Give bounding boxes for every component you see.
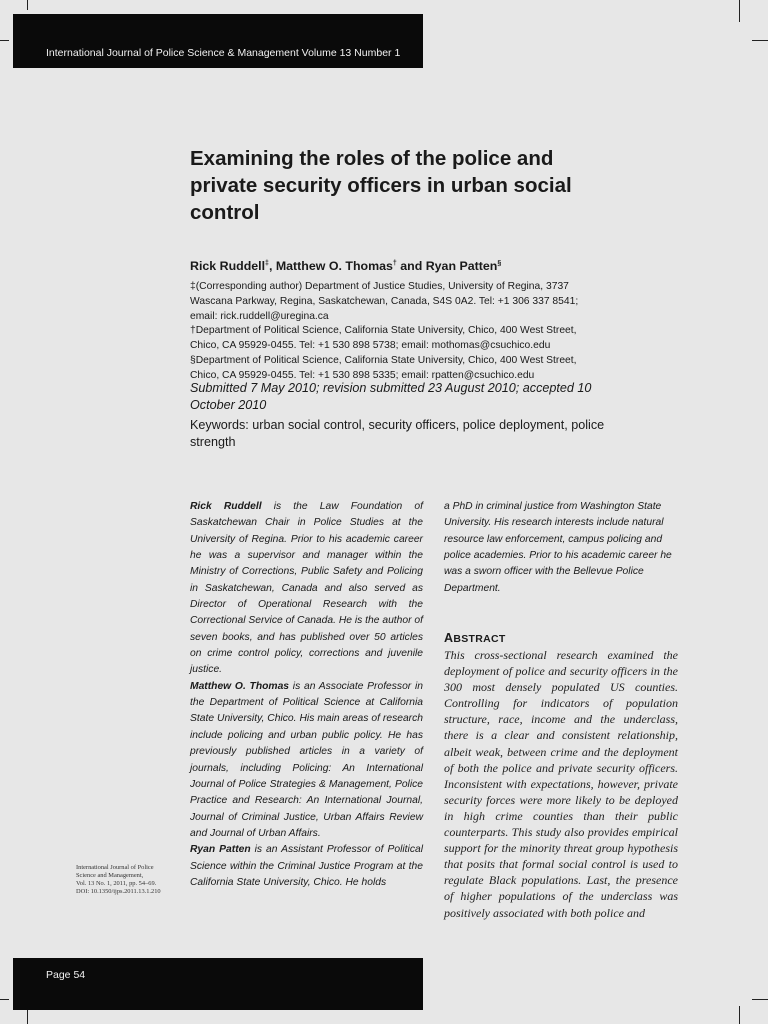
abstract-heading <box>444 631 506 645</box>
crop-mark <box>739 1006 740 1024</box>
author-mark: ‡ <box>265 259 269 267</box>
bio-paragraph <box>190 842 423 891</box>
author-name: Rick Ruddell <box>190 259 266 273</box>
crop-mark <box>739 0 740 22</box>
affiliation-line: email: rick.ruddell@uregina.ca <box>190 310 329 322</box>
bio-paragraph <box>190 679 423 842</box>
citation-note <box>76 864 188 896</box>
affiliation-line: Chico, CA 95929-0455. Tel: +1 530 898 5738; email: mothomas@csuchico.edu <box>190 340 551 352</box>
citation-line: International Journal of Police <box>76 864 154 871</box>
bio-name: Rick Ruddell <box>190 501 262 512</box>
author-line <box>190 259 501 273</box>
article-title: Examining the roles of the police and private security officers in urban social control <box>190 147 572 224</box>
bio-paragraph <box>190 499 423 679</box>
bio-text: is the Law Foundation of Saskatchewan Chair in Police Studies at the University of Regina. Prior to his academic career he was a supervisor and manager within the Ministry of Corrections, Public Safety and Policing in Saskatchewan, Canada and also served as Director of Operational Research with the Correctional Service of Canada. He is the author of seven books, and has published over 50 articles on crime control policy, corrections and juvenile justice. <box>190 501 423 676</box>
crop-mark <box>752 999 768 1000</box>
abstract-heading-initial: A <box>444 631 454 645</box>
bio-name: Ryan Patten <box>190 844 251 856</box>
author-separator: and <box>396 259 426 273</box>
author-mark: § <box>497 259 502 267</box>
abstract-heading-rest: BSTRACT <box>453 633 506 645</box>
crop-mark <box>0 999 9 1000</box>
keywords: Keywords: urban social control, security officers, police deployment, police strength <box>190 418 605 449</box>
citation-line: Vol. 13 No. 1, 2011, pp. 54–69. <box>76 880 157 887</box>
affiliation-line: ‡(Corresponding author) Department of Justice Studies, University of Regina, 3737 <box>190 281 569 292</box>
affiliations <box>190 280 620 384</box>
submission-dates: Submitted 7 May 2010; revision submitted 23 August 2010; accepted 10 October 2010 <box>190 381 592 412</box>
author-separator: , <box>268 259 276 273</box>
affiliation-line: †Department of Political Science, California State University, Chico, 400 West Street, <box>190 325 577 337</box>
page-number: Page 54 <box>46 969 86 981</box>
author-name: Matthew O. Thomas <box>275 259 393 273</box>
author-name: Ryan Patten <box>425 259 498 273</box>
citation-line: Science and Management, <box>76 872 144 879</box>
affiliation-line: §Department of Political Science, California State University, Chico, 400 West Street, <box>190 354 577 366</box>
bio-text: is an Associate Professor in the Department of Political Science at California State University, Chico. His main areas of research include policing and urban public policy. He has previously published articles in a variety of journals, including Policing: An International Journal of Police Strategies & Management, Police Practice and Research: An International Journal, Journal of Criminal Justice, Urban Affairs Review and Journal of Urban Affairs. <box>190 680 423 839</box>
crop-mark <box>752 40 768 41</box>
affiliation-line: Wascana Parkway, Regina, Saskatchewan, Canada, S4S 0A2. Tel: +1 306 337 8541; <box>190 295 579 307</box>
citation-line: DOI: 10.1350/ijps.2011.13.1.210 <box>76 888 161 895</box>
crop-mark <box>27 1010 28 1024</box>
abstract-text: This cross-sectional research examined the deployment of police and security officers in the 300 most densely populated US counties. Controlling for indicators of population structure, race, income and the underclass, there is a clear and consistent relationship, albeit weak, between crime and the deployment of both the police and private security officers. Inconsistent with expectations, however, private security forces were more likely to be deployed in high crime counties than their public counterparts. This study also provides empirical support for the minority threat group hypothesis that posits that formal social control is used to regulate Black populations. Last, the presence of higher populations of the underclass was positively associated with both police and <box>444 648 678 920</box>
page-footer-bar <box>13 958 423 1010</box>
bio-continuation: a PhD in criminal justice from Washington State University. His research interests include natural resource law enforcement, campus policing and police academies. Prior to his academic career he was a sworn officer with the Bellevue Police Department. <box>444 501 672 594</box>
author-bios <box>190 499 423 891</box>
journal-header-bar <box>13 14 423 68</box>
author-mark: † <box>392 259 397 267</box>
affiliation-line: Chico, CA 95929-0455. Tel: +1 530 898 5335; email: rpatten@csuchico.edu <box>190 369 535 381</box>
crop-mark <box>27 0 28 10</box>
bio-text: is an Assistant Professor of Political Science within the Criminal Justice Program at the California State University, Chico. He holds <box>190 844 423 888</box>
bio-name: Matthew O. Thomas <box>190 680 290 692</box>
crop-mark <box>0 40 9 41</box>
journal-header-text: International Journal of Police Science & Management Volume 13 Number 1 <box>46 47 401 59</box>
